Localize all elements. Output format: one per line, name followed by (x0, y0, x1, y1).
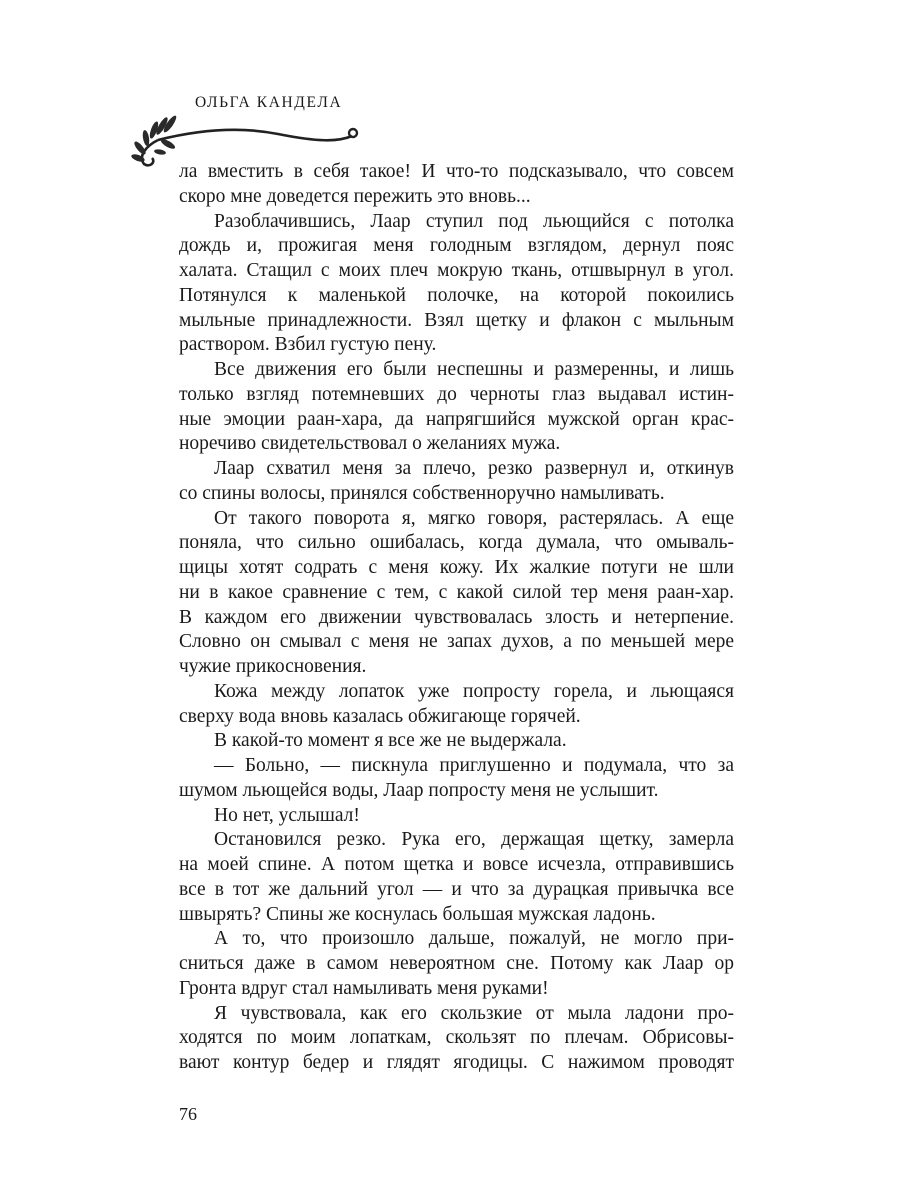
text-line: Остановился резко. Рука его, держащая щетку, замерла (214, 829, 734, 851)
text-line: ни в какое сравнение с тем, с какой силой тер меня раан-хар. (179, 581, 734, 603)
text-line: Кожа между лопаток уже попросту горела, и льющаяся (214, 680, 734, 702)
text-line: В какой-то момент я все же не выдержала. (214, 730, 567, 752)
text-line: сниться даже в самом невероятном сне. Потому как Лаар ор (179, 953, 734, 974)
text-line: — Больно, — пискнула приглушенно и подумала, что за (214, 755, 734, 776)
text-line: Лаар схватил меня за плечо, резко развернул и, откинув (214, 458, 734, 479)
text-line: поняла, что сильно ошибалась, когда думала, что омываль- (179, 532, 734, 554)
text-line: ные эмоции раан-хара, да напрягшийся мужской орган крас- (179, 408, 734, 430)
text-line: А то, что произошло дальше, пожалуй, не могло при- (214, 928, 734, 950)
text-line: Я чувствовала, как его скользкие от мыла ладони про- (214, 1002, 734, 1024)
text-line: ла вместить в себя такое! И что-то подсказывало, что совсем (179, 161, 734, 182)
body-text (179, 160, 734, 1076)
text-line: ходятся по моим лопаткам, скользят по плечам. Обрисовы- (179, 1027, 734, 1049)
text-line: В каждом его движении чувствовалась злость и нетерпение. (179, 606, 734, 628)
text-line: Все движения его были неспешны и размеренны, и лишь (214, 359, 734, 380)
text-line: дождь и, прожигая меня голодным взглядом, дернул пояс (179, 235, 734, 257)
text-line: швырять? Спины же коснулась большая мужская ладонь. (179, 903, 656, 925)
text-line: Разоблачившись, Лаар ступил под льющийся с потолка (214, 210, 734, 232)
text-line: чужие прикосновения. (179, 656, 367, 677)
text-line: Гронта вдруг стал намыливать меня руками! (179, 977, 549, 999)
text-line: со спины волосы, принялся собственноручно намыливать. (179, 482, 665, 504)
text-line: Но нет, услышал! (214, 804, 360, 826)
text-line: норечиво свидетельствовал о желаниях мужа. (179, 433, 561, 455)
text-line: шумом льющейся воды, Лаар попросту меня не услышит. (179, 779, 659, 801)
text-line: только взгляд потемневших до черноты глаз выдавал истин- (179, 383, 734, 405)
text-line: От такого поворота я, мягко говоря, растерялась. А еще (214, 507, 734, 529)
text-line: мыльные принадлежности. Взял щетку и флакон с мыльным (179, 309, 734, 331)
text-line: на моей спине. А потом щетка и вовсе исчезла, отправившись (179, 854, 734, 875)
text-line: щицы хотят содрать с меня кожу. Их жалкие потуги не шли (179, 557, 734, 578)
text-line: вают контур бедер и глядят ягодицы. С нажимом проводят (179, 1052, 734, 1073)
text-line: сверху вода вновь казалась обжигающе горячей. (179, 705, 581, 727)
page-number: 76 (179, 1104, 197, 1124)
running-head: ОЛЬГА КАНДЕЛА (195, 94, 343, 111)
text-line: скоро мне доведется пережить это вновь... (179, 185, 531, 207)
text-line: Словно он смывал с меня не запах духов, а по меньшей мере (179, 631, 734, 653)
text-line: раствором. Взбил густую пену. (179, 334, 437, 356)
text-line: все в тот же дальний угол — и что за дурацкая привычка все (179, 878, 734, 900)
text-line: Потянулся к маленькой полочке, на которой покоились (179, 284, 734, 306)
text-line: халата. Стащил с моих плеч мокрую ткань, отшвырнул в угол. (179, 260, 734, 281)
